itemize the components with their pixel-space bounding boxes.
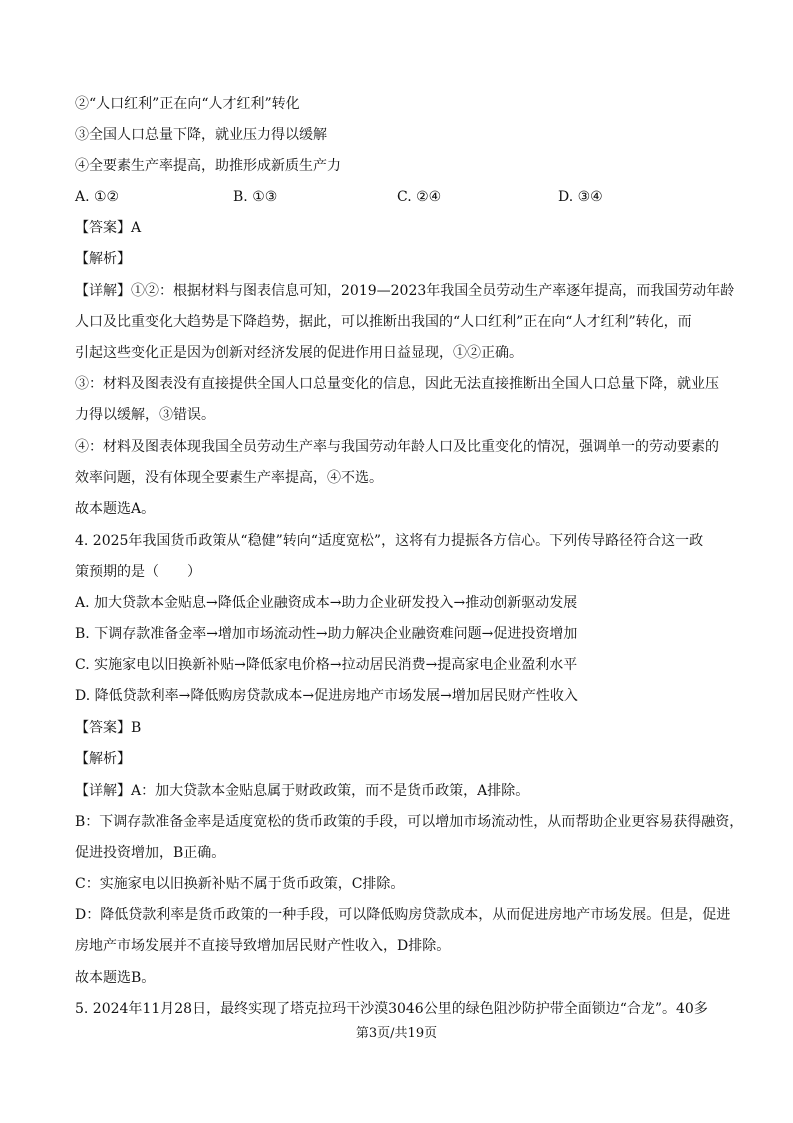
q3-option-d: D. ③④ <box>558 189 603 205</box>
q3-statement-4: ④全要素生产率提高，助推形成新质生产力 <box>75 158 341 174</box>
q4-detail-line: 促进投资增加，B正确。 <box>75 845 226 861</box>
q4-detail-line: C：实施家电以旧换新补贴不属于货币政策，C排除。 <box>75 876 405 892</box>
q3-detail-line: 力得以缓解，③错误。 <box>75 407 215 423</box>
q3-answer: 【答案】A <box>75 220 142 236</box>
q4-option-b: B. 下调存款准备金率→增加市场流动性→助力解决企业融资难问题→促进投资增加 <box>75 626 578 642</box>
q3-detail-line: 【详解】①②：根据材料与图表信息可知，2019—2023年我国全员劳动生产率逐年提高，而我国劳动年龄 <box>75 283 735 299</box>
q4-detail-line: B：下调存款准备金率是适度宽松的货币政策的手段，可以增加市场流动性，从而帮助企业更容易获得融资， <box>75 814 744 830</box>
q3-detail-line: ④：材料及图表体现我国全员劳动生产率与我国劳动年龄人口及比重变化的情况，强调单一的劳动要素的 <box>75 439 719 455</box>
q3-option-c: C. ②④ <box>397 189 442 205</box>
q4-answer: 【答案】B <box>75 720 142 736</box>
q3-statement-2: ②“人口红利”正在向“人才红利”转化 <box>75 96 300 112</box>
q4-option-c: C. 实施家电以旧换新补贴→降低家电价格→拉动居民消费→提高家电企业盈利水平 <box>75 657 578 673</box>
q4-detail-line: 房地产市场发展并不直接导致增加居民财产性收入，D排除。 <box>75 938 451 954</box>
q4-option-d: D. 降低贷款利率→降低购房贷款成本→促进房地产市场发展→增加居民财产性收入 <box>75 688 578 704</box>
page-number: 第3页/共19页 <box>355 1026 438 1041</box>
q3-conclusion: 故本题选A。 <box>75 501 156 517</box>
q3-option-b: B. ①③ <box>233 189 278 205</box>
q4-stem-line: 4. 2025年我国货币政策从“稳健”转向“适度宽松”，这将有力提振各方信心。下列传导路径符合这一政 <box>75 533 704 549</box>
q3-options <box>75 187 715 207</box>
q3-statement-3: ③全国人口总量下降，就业压力得以缓解 <box>75 127 327 143</box>
q3-detail-line: 人口及比重变化大趋势是下降趋势，据此，可以推断出我国的“人口红利”正在向“人才红利”转化，而 <box>75 314 692 330</box>
q3-option-a: A. ①② <box>75 189 120 205</box>
q3-detail-line: 引起这些变化正是因为创新对经济发展的促进作用日益显现，①②正确。 <box>75 345 523 361</box>
q5-stem-line: 5. 2024年11月28日，最终实现了塔克拉玛干沙漠3046公里的绿色阻沙防护带全面锁边“合龙”。40多 <box>75 1001 708 1017</box>
q4-detail-line: 【详解】A：加大贷款本金贴息属于财政政策，而不是货币政策，A排除。 <box>75 783 530 799</box>
q4-conclusion: 故本题选B。 <box>75 970 156 986</box>
q4-option-a: A. 加大贷款本金贴息→降低企业融资成本→助力企业研发投入→推动创新驱动发展 <box>75 595 578 611</box>
q4-analysis-label: 【解析】 <box>75 751 131 767</box>
q4-detail-line: D：降低贷款利率是货币政策的一种手段，可以降低购房贷款成本，从而促进房地产市场发展。但是，促进 <box>75 907 731 923</box>
q3-detail-line: ③：材料及图表没有直接提供全国人口总量变化的信息，因此无法直接推断出全国人口总量下降，就业压 <box>75 376 719 392</box>
q3-detail-line: 效率问题，没有体现全要素生产率提高，④不选。 <box>75 470 383 486</box>
q3-analysis-label: 【解析】 <box>75 251 131 267</box>
q4-stem-line: 策预期的是（ ） <box>75 564 201 580</box>
